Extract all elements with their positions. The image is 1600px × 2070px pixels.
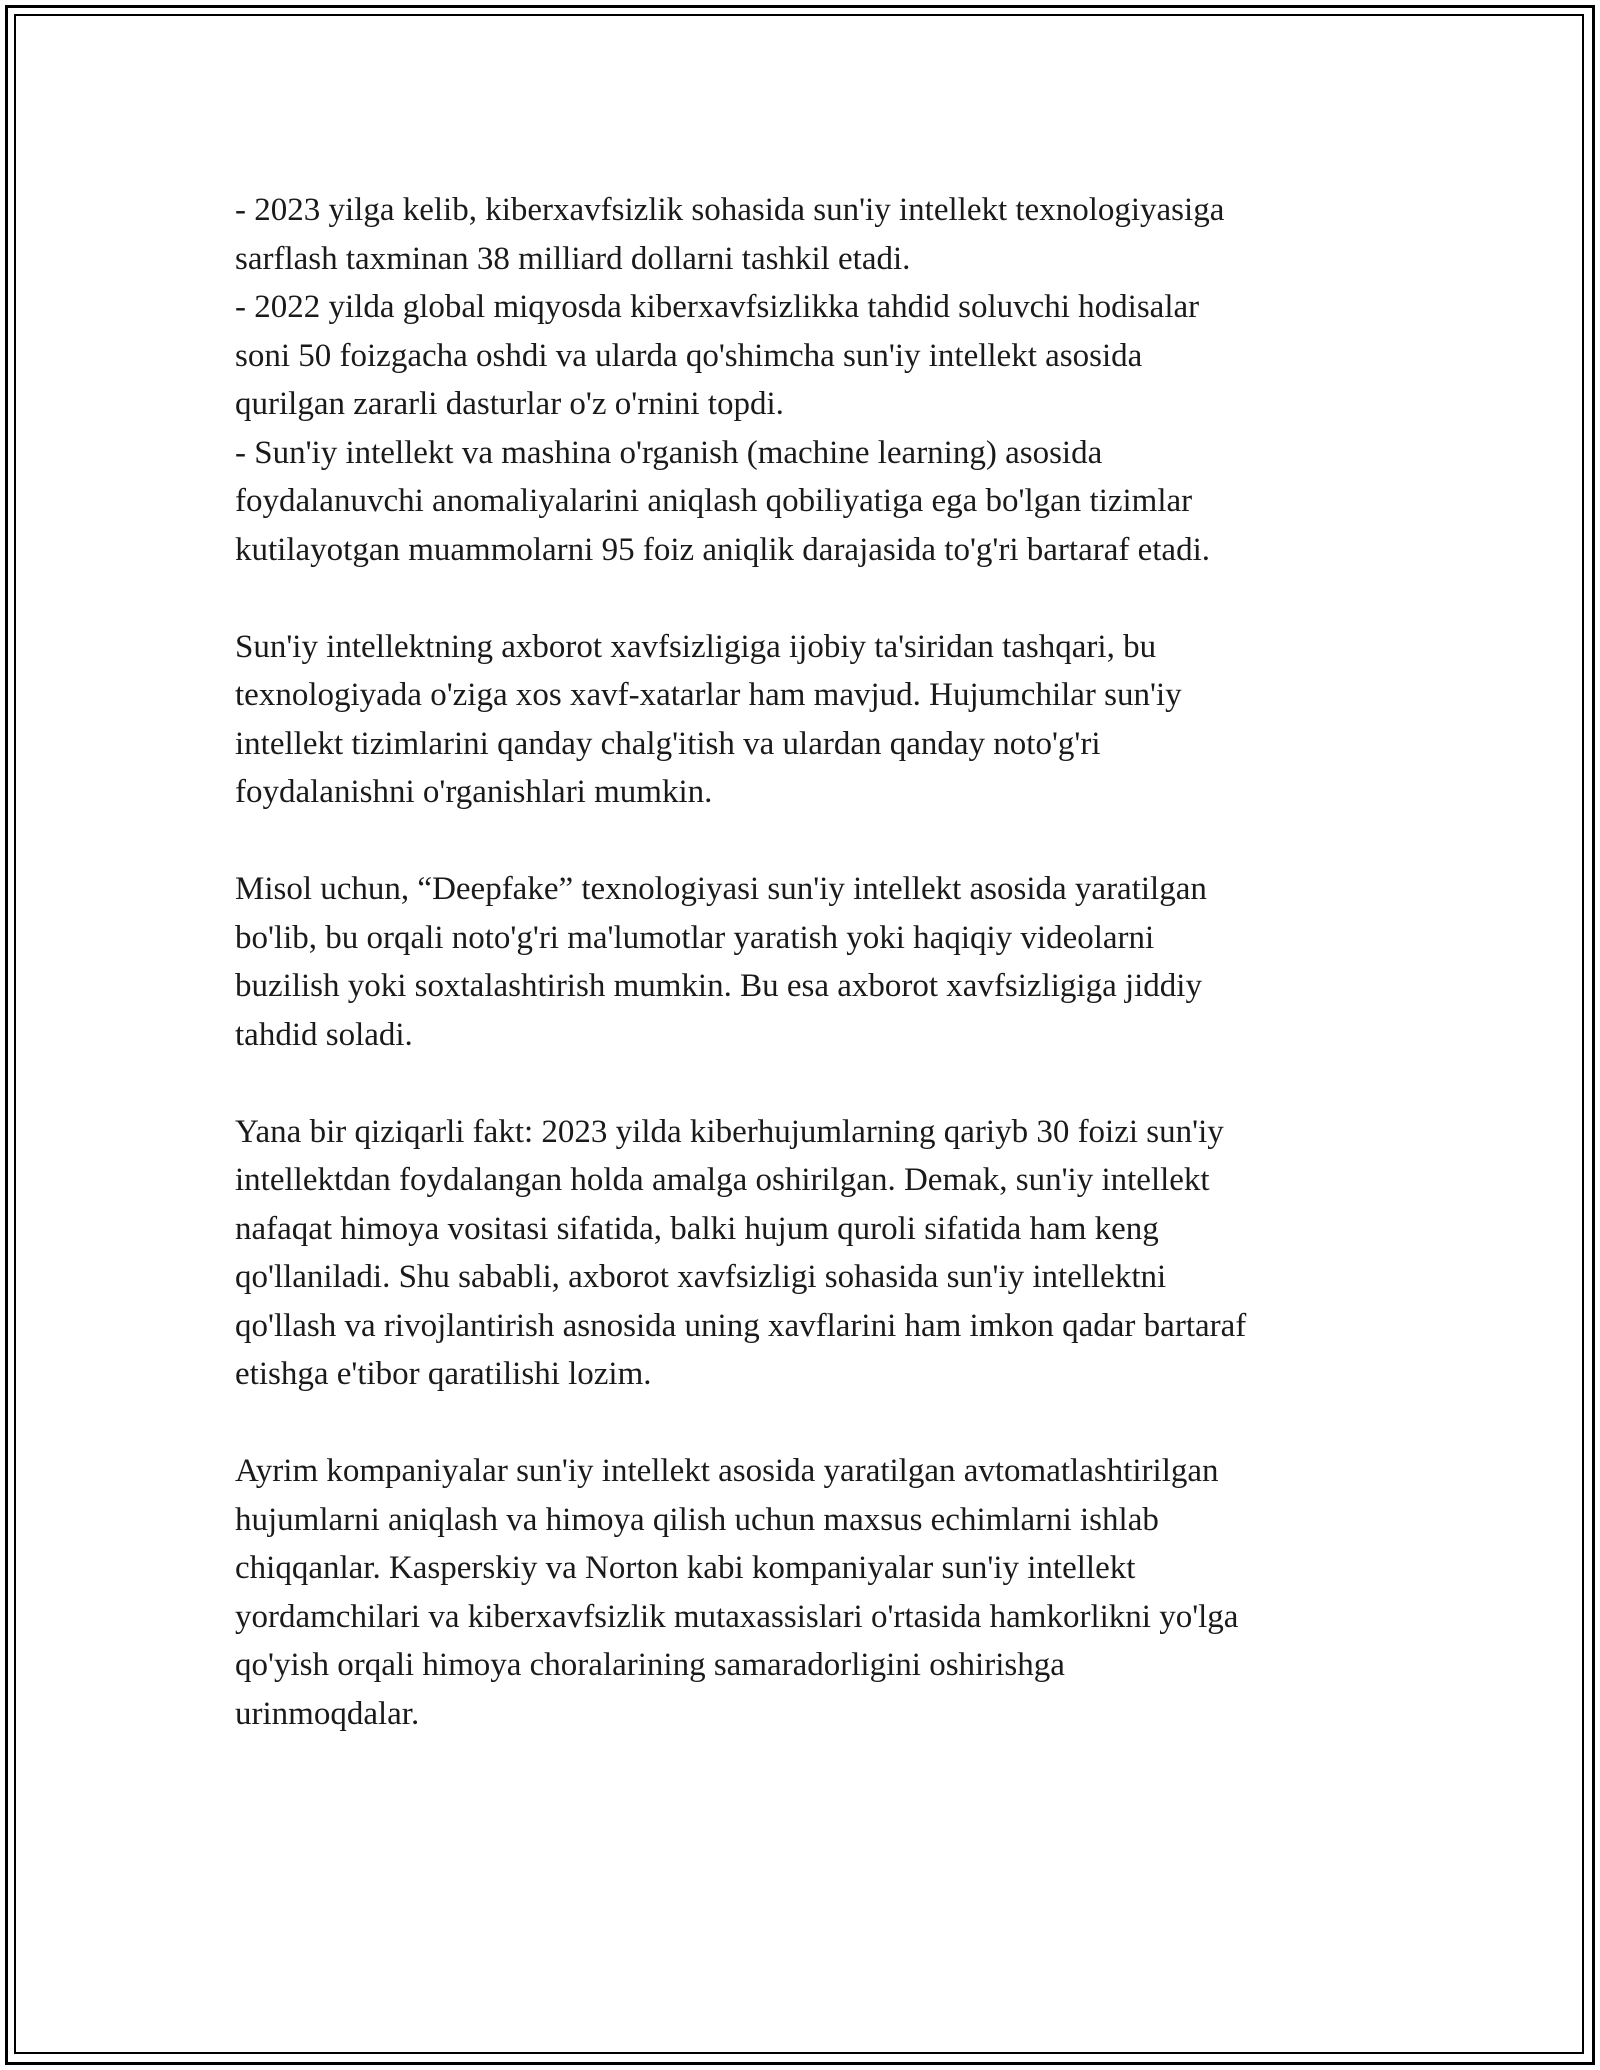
text-line: yordamchilari va kiberxavfsizlik mutaxassislari o'rtasida hamkorlikni yo'lga [235,1598,1239,1635]
text-line: Sun'iy intellektning axborot xavfsizligiga ijobiy ta'siridan tashqari, bu [235,628,1157,665]
text-line: urinmoqdalar. [235,1695,420,1732]
text-line: qurilgan zararli dasturlar o'z o'rnini topdi. [235,386,784,422]
text-line: qo'llash va rivojlantirish asnosida uning xavflarini ham imkon qadar bartaraf [235,1307,1247,1344]
text-line: Ayrim kompaniyalar sun'iy intellekt asosida yaratilgan avtomatlashtirilgan [235,1453,1219,1489]
text-line: tahdid soladi. [235,1016,413,1053]
paragraph-statistics [235,186,1375,574]
text-line: - Sun'iy intellekt va mashina o'rganish (machine learning) asosida [235,434,1103,471]
text-line: foydalanuvchi anomaliyalarini aniqlash qobiliyatiga ega bo'lgan tizimlar [235,483,1193,519]
paragraph-companies [235,1447,1375,1738]
text-line: bo'lib, bu orqali noto'g'ri ma'lumotlar yaratish yoki haqiqiy videolarni [235,919,1155,956]
text-line: texnologiyada o'ziga xos xavf-xatarlar ham mavjud. Hujumchilar sun'iy [235,677,1182,713]
text-line: sarflash taxminan 38 milliard dollarni tashkil etadi. [235,240,911,277]
text-line: nafaqat himoya vositasi sifatida, balki hujum quroli sifatida ham keng [235,1210,1159,1247]
paragraph-deepfake [235,865,1375,1059]
text-line: Misol uchun, “Deepfake” texnologiyasi sun'iy intellekt asosida yaratilgan [235,871,1207,907]
text-line: soni 50 foizgacha oshdi va ularda qo'shimcha sun'iy intellekt asosida [235,337,1143,374]
text-line: chiqqanlar. Kasperskiy va Norton kabi kompaniyalar sun'iy intellekt [235,1550,1136,1586]
text-line: qo'llaniladi. Shu sababli, axborot xavfsizligi sohasida sun'iy intellektni [235,1259,1167,1295]
text-line: qo'yish orqali himoya choralarining samaradorligini oshirishga [235,1647,1065,1683]
paragraph-fact [235,1108,1375,1399]
text-line: - 2022 yilda global miqyosda kiberxavfsizlikka tahdid soluvchi hodisalar [235,289,1200,325]
text-line: intellektdan foydalangan holda amalga oshirilgan. Demak, sun'iy intellekt [235,1162,1210,1198]
text-line: hujumlarni aniqlash va himoya qilish uchun maxsus echimlarni ishlab [235,1501,1159,1538]
text-line: - 2023 yilga kelib, kiberxavfsizlik sohasida sun'iy intellekt texnologiyasiga [235,192,1225,228]
text-line: foydalanishni o'rganishlari mumkin. [235,774,713,810]
text-line: intellekt tizimlarini qanday chalg'itish va ulardan qanday noto'g'ri [235,725,1101,762]
document-body [235,186,1375,1738]
text-line: Yana bir qiziqarli fakt: 2023 yilda kiberhujumlarning qariyb 30 foizi sun'iy [235,1113,1224,1150]
text-line: kutilayotgan muammolarni 95 foiz aniqlik darajasida to'g'ri bartaraf etadi. [235,531,1210,568]
text-line: buzilish yoki soxtalashtirish mumkin. Bu esa axborot xavfsizligiga jiddiy [235,968,1202,1004]
text-line: etishga e'tibor qaratilishi lozim. [235,1356,652,1392]
paragraph-risks [235,623,1375,817]
